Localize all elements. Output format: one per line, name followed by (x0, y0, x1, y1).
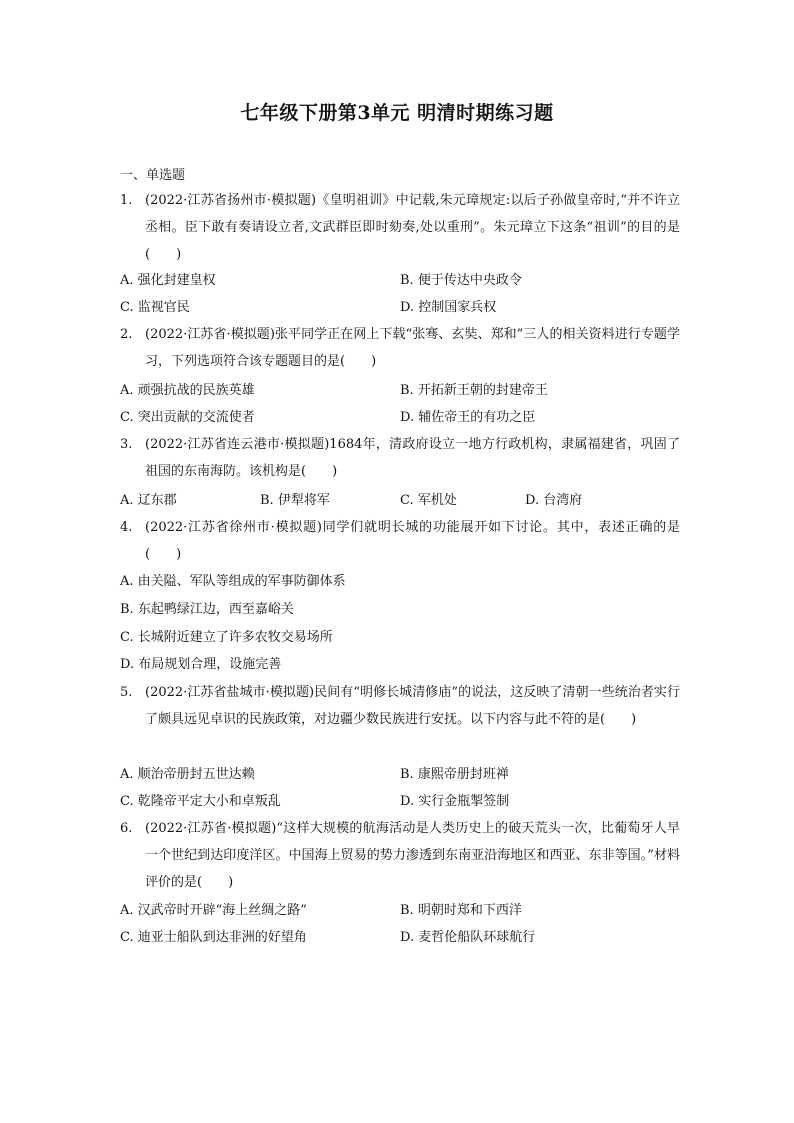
question-stem: (2022·江苏省徐州市·模拟题)同学们就明长城的功能展开如下讨论。其中，表述正确的是( ) (145, 520, 680, 562)
question-stem: (2022·江苏省连云港市·模拟题)1684年，清政府设立一地方行政机构，隶属福建省，巩固了祖国的东南海防。该机构是( ) (145, 437, 680, 479)
option-c: C. 监视官民 (120, 300, 190, 315)
option-b: B. 东起鸭绿江边，西至嘉峪关 (120, 602, 294, 617)
question-number: 1. (120, 193, 133, 208)
question-6 (120, 815, 680, 896)
option-d: D. 辅佐帝王的有功之臣 (400, 410, 536, 425)
question-number: 2. (120, 327, 133, 342)
option-a: A. 顽强抗战的民族英雄 (120, 383, 255, 398)
question-stem: (2022·江苏省盐城市·模拟题)民间有“明修长城清修庙”的说法，这反映了清朝一些统治者实行了颇具远见卓识的民族政策，对边疆少数民族进行安抚。以下内容与此不符的是( ) (145, 685, 680, 727)
option-a: A. 强化封建皇权 (120, 273, 216, 288)
option-c: C. 乾隆帝平定大小和卓叛乱 (120, 794, 281, 809)
option-a: A. 汉武帝时开辟“海上丝绸之路” (120, 903, 307, 918)
option-c: C. 迪亚士船队到达非洲的好望角 (120, 930, 307, 945)
question-1 (120, 187, 680, 268)
option-c: C. 军机处 (400, 493, 457, 508)
option-a: A. 顺治帝册封五世达赖 (120, 767, 255, 782)
option-d: D. 控制国家兵权 (400, 300, 497, 315)
question-number: 5. (120, 685, 133, 700)
page-title: 七年级下册第3单元 明清时期练习题 (240, 102, 554, 124)
option-b: B. 开拓新王朝的封建帝王 (400, 383, 548, 398)
option-c: C. 长城附近建立了许多农牧交易场所 (120, 630, 333, 645)
question-4 (120, 514, 680, 568)
question-number: 4. (120, 520, 133, 535)
question-stem: (2022·江苏省扬州市·模拟题)《皇明祖训》中记载,朱元璋规定:以后子孙做皇帝时,“并不许立丞相。臣下敢有奏请设立者,文武群臣即时劾奏,处以重刑”。朱元璋立下这条“祖训”的目的是( ) (145, 193, 680, 262)
question-3 (120, 431, 680, 485)
option-d: D. 实行金瓶掣签制 (400, 794, 510, 809)
option-c: C. 突出贡献的交流使者 (120, 410, 255, 425)
question-stem: (2022·江苏省·模拟题)“这样大规模的航海活动是人类历史上的破天荒头一次，比葡萄牙人早一个世纪到达印度洋区。中国海上贸易的势力渗透到东南亚沿海地区和西亚、东非等国。”材料评价的是( ) (145, 821, 680, 890)
option-a: A. 由关隘、军队等组成的军事防御体系 (120, 574, 346, 589)
option-b: B. 伊犁将军 (260, 493, 330, 508)
option-b: B. 康熙帝册封班禅 (400, 767, 509, 782)
option-a: A. 辽东郡 (120, 493, 177, 508)
question-number: 6. (120, 821, 133, 836)
option-d: D. 麦哲伦船队环球航行 (400, 930, 536, 945)
question-5 (120, 679, 680, 733)
section-heading: 一、单选题 (120, 168, 186, 183)
question-number: 3. (120, 437, 133, 452)
option-d: D. 布局规划合理，设施完善 (120, 657, 282, 672)
option-b: B. 明朝时郑和下西洋 (400, 903, 522, 918)
question-2 (120, 321, 680, 375)
option-b: B. 便于传达中央政令 (400, 273, 522, 288)
option-d: D. 台湾府 (525, 493, 583, 508)
question-stem: (2022·江苏省·模拟题)张平同学正在网上下载“张骞、玄奘、郑和”三人的相关资料进行专题学习，下列选项符合该专题题目的是( ) (145, 327, 680, 369)
